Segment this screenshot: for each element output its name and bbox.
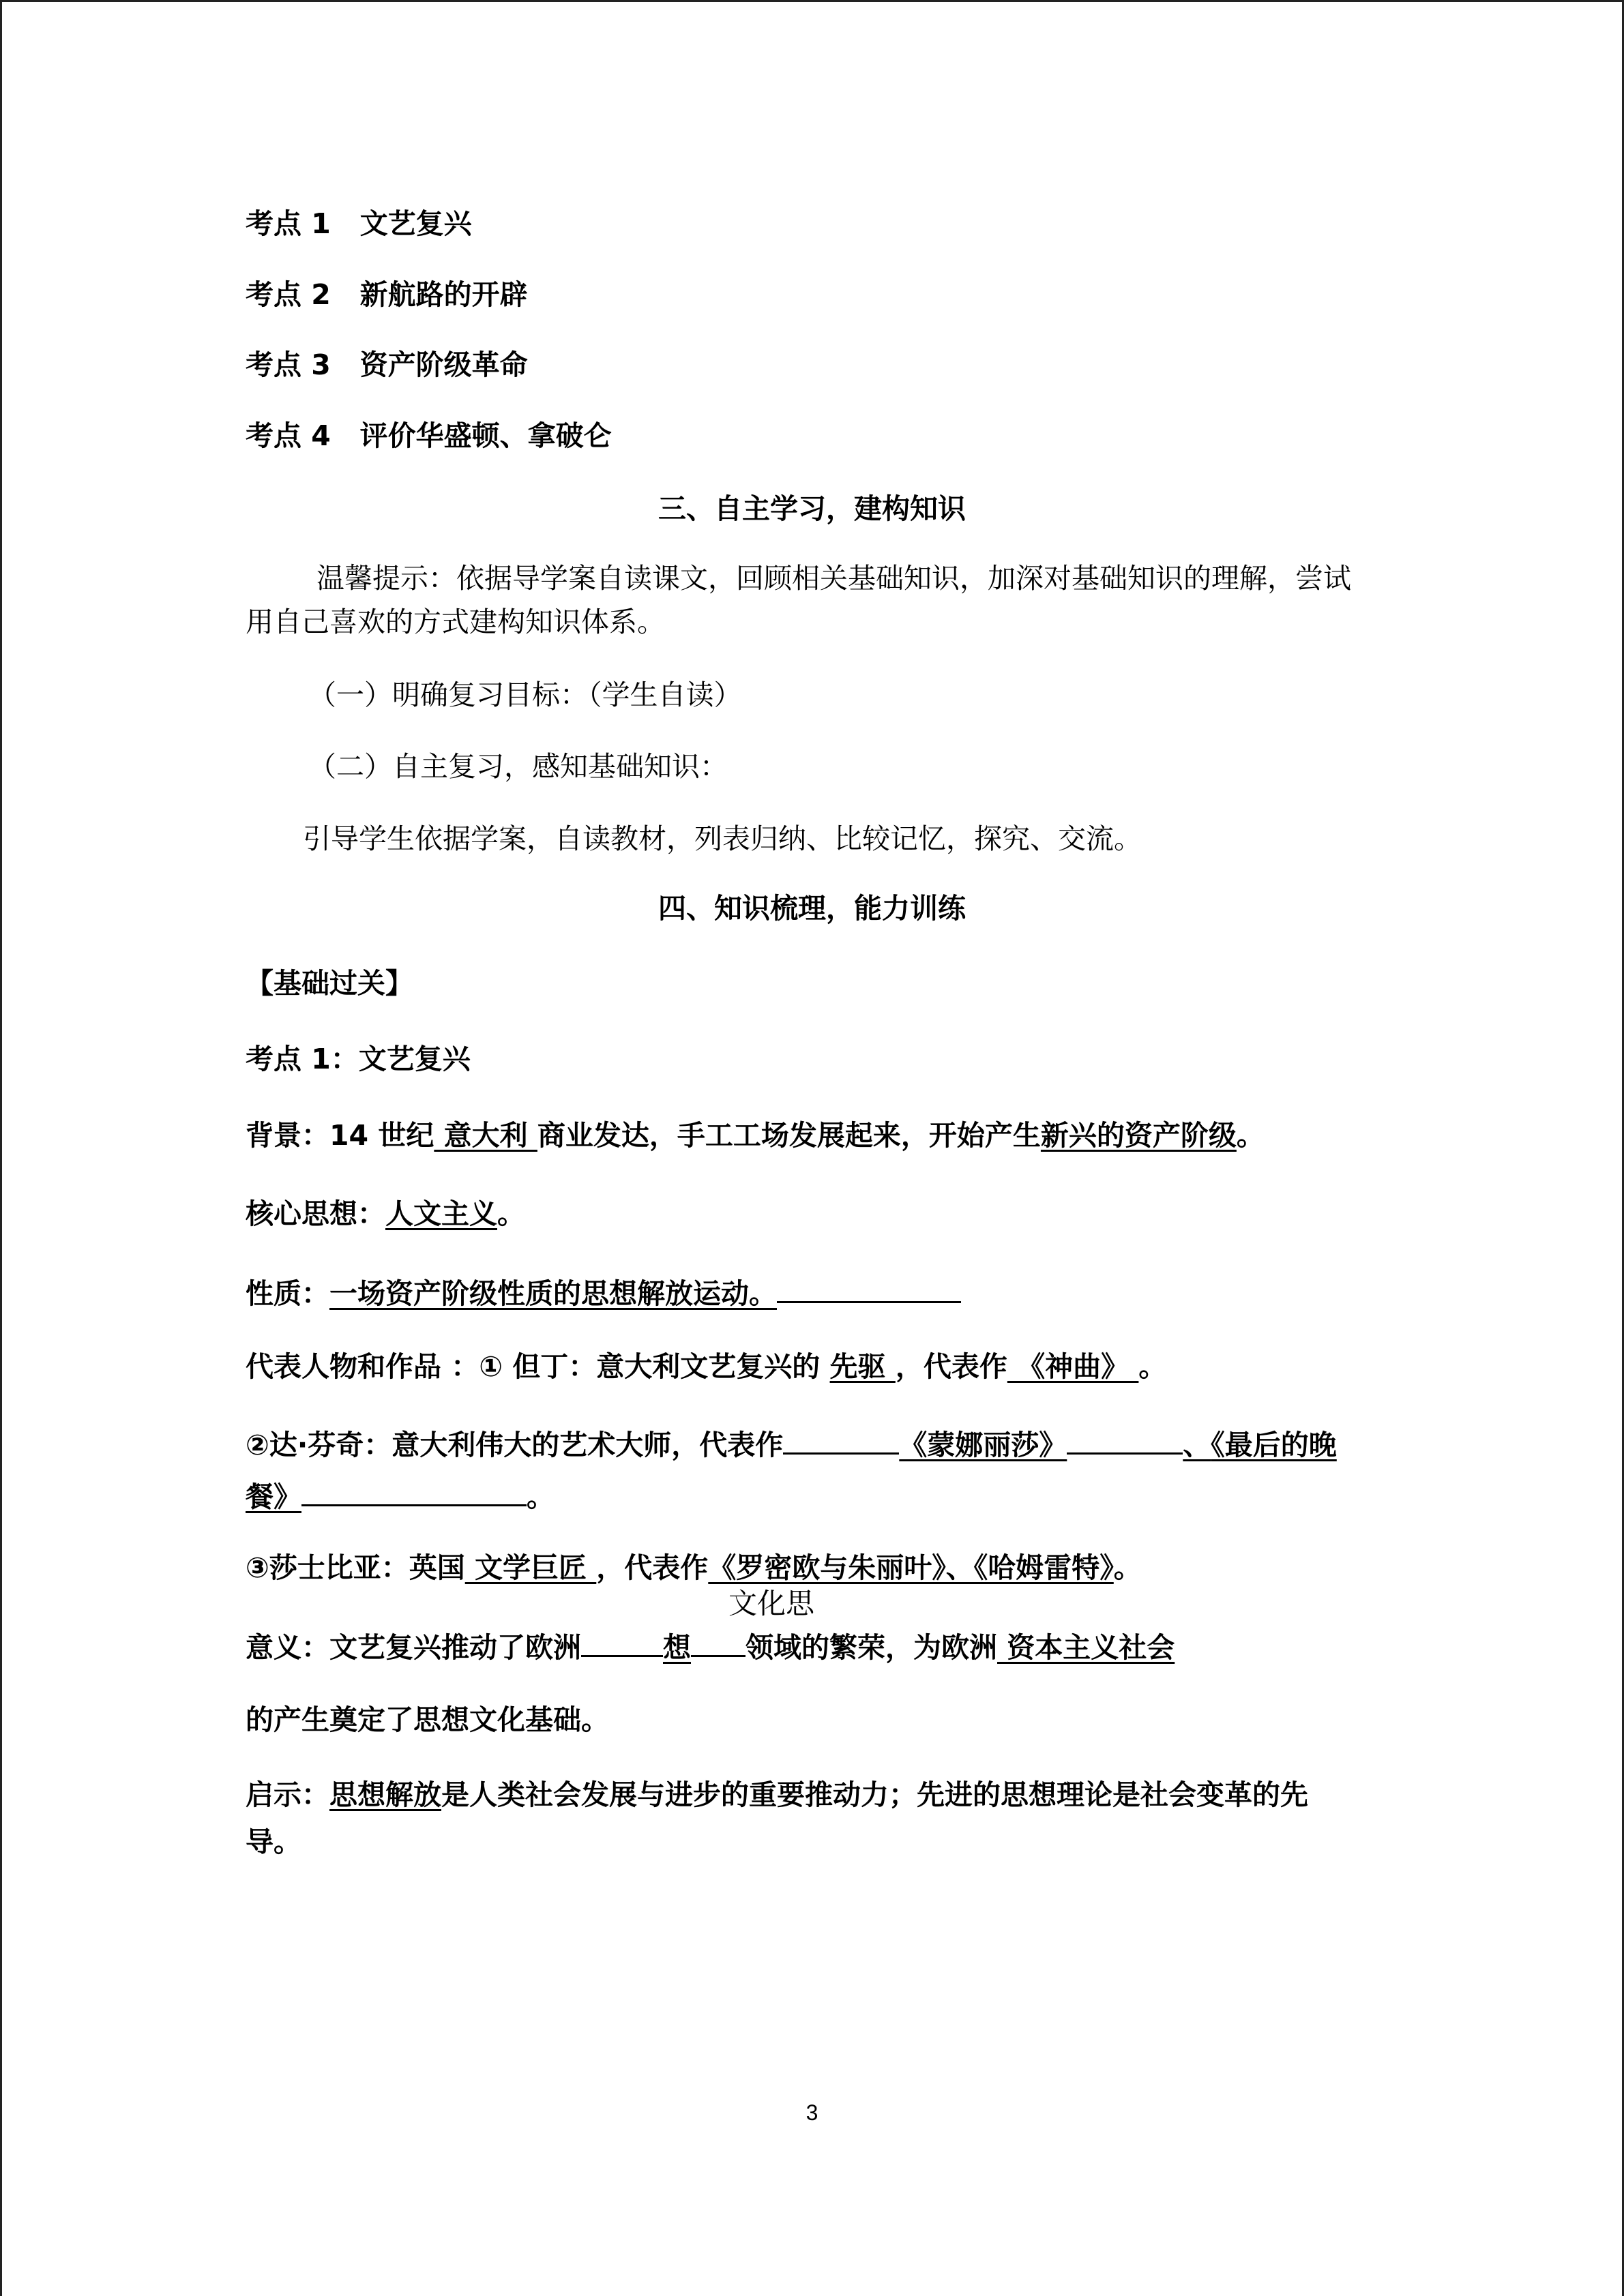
answer-blank: 想 [663,1631,691,1664]
page-border-left [0,0,2,2296]
nature-line: 性质：一场资产阶级性质的思想解放运动。 [246,1271,961,1313]
guide-text: 引导学生依据学案，自读教材，列表归纳、比较记忆，探究、交流。 [303,822,1142,855]
tip-line-2: 用自己喜欢的方式建构知识体系。 [246,606,665,638]
page-number: 3 [806,2100,818,2125]
answer-blank: 《罗密欧与朱丽叶》、《哈姆雷特》 [708,1551,1114,1584]
answer-blank: 《最后的晚 [1211,1429,1337,1461]
davinci-line-2: 餐》 。 [246,1474,555,1516]
empty-blank [691,1625,745,1657]
review-goal-item: （一）明确复习目标：（学生自读） [308,679,742,711]
empty-blank [777,1271,961,1303]
meaning-line-2: 的产生奠定了思想文化基础。 [246,1703,609,1736]
answer-blank: 思想解放 [329,1778,441,1811]
empty-blank [1067,1422,1183,1455]
page-border-top [0,0,1624,2]
answer-blank: 餐》 [246,1480,301,1513]
answer-blank: 《蒙娜丽莎》 [899,1429,1067,1461]
background-line: 背景：14 世纪 意大利 商业发达，手工工场发展起来，开始产生新兴的资产阶级。 [246,1119,1265,1152]
dante-line: 代表人物和作品 ：① 但丁：意大利文艺复兴的 先驱 ，代表作 《神曲》 。 [246,1350,1167,1383]
insight-line-1: 启示：思想解放是人类社会发展与进步的重要推动力；先进的思想理论是社会变革的先 [246,1778,1308,1811]
exam-point-3: 考点 3 资产阶级革命 [246,348,528,381]
core-idea-line: 核心思想：人文主义。 [246,1197,525,1230]
answer-blank: 文学巨匠 [464,1551,597,1584]
handwritten-answer-label: 文化思 [728,1587,815,1620]
answer-blank: 资本主义社会 [997,1631,1175,1664]
separator: 、 [1183,1429,1211,1461]
empty-blank [581,1625,663,1657]
exam-point-1: 考点 1 文艺复兴 [246,207,472,240]
answer-blank: 一场资产阶级性质的思想解放运动。 [329,1277,777,1310]
answer-blank: 《神曲》 [1007,1350,1139,1383]
self-review-item: （二）自主复习，感知基础知识： [308,750,728,783]
empty-blank [301,1474,527,1506]
tip-line-1: 温馨提示：依据导学案自读课文，回顾相关基础知识，加深对基础知识的理解，尝试 [316,562,1351,595]
davinci-line-1: ②达·芬奇：意大利伟大的艺术大师，代表作 《蒙娜丽莎》 、《最后的晚 [246,1422,1337,1464]
exam-point-4: 考点 4 评价华盛顿、拿破仑 [246,419,612,452]
topic-heading: 考点 1：文艺复兴 [246,1043,471,1075]
answer-blank: 先驱 [829,1350,896,1383]
section-4-title: 四、知识梳理，能力训练 [658,892,966,925]
shakespeare-line: ③莎士比亚：英国 文学巨匠 ，代表作《罗密欧与朱丽叶》、《哈姆雷特》。 [246,1551,1142,1584]
meaning-line-1: 意义：文艺复兴推动了欧洲 想 领域的繁荣，为欧洲 资本主义社会 [246,1625,1175,1667]
answer-blank: 意大利 [434,1119,537,1152]
answer-blank: 新兴的资产阶级 [1040,1119,1237,1152]
answer-blank: 人文主义 [385,1197,497,1230]
insight-line-2: 导。 [246,1825,301,1858]
exam-point-2: 考点 2 新航路的开辟 [246,278,528,311]
section-3-title: 三、自主学习，建构知识 [658,492,966,525]
basic-bracket-heading: 【基础过关】 [246,967,413,1000]
empty-blank [783,1422,899,1455]
